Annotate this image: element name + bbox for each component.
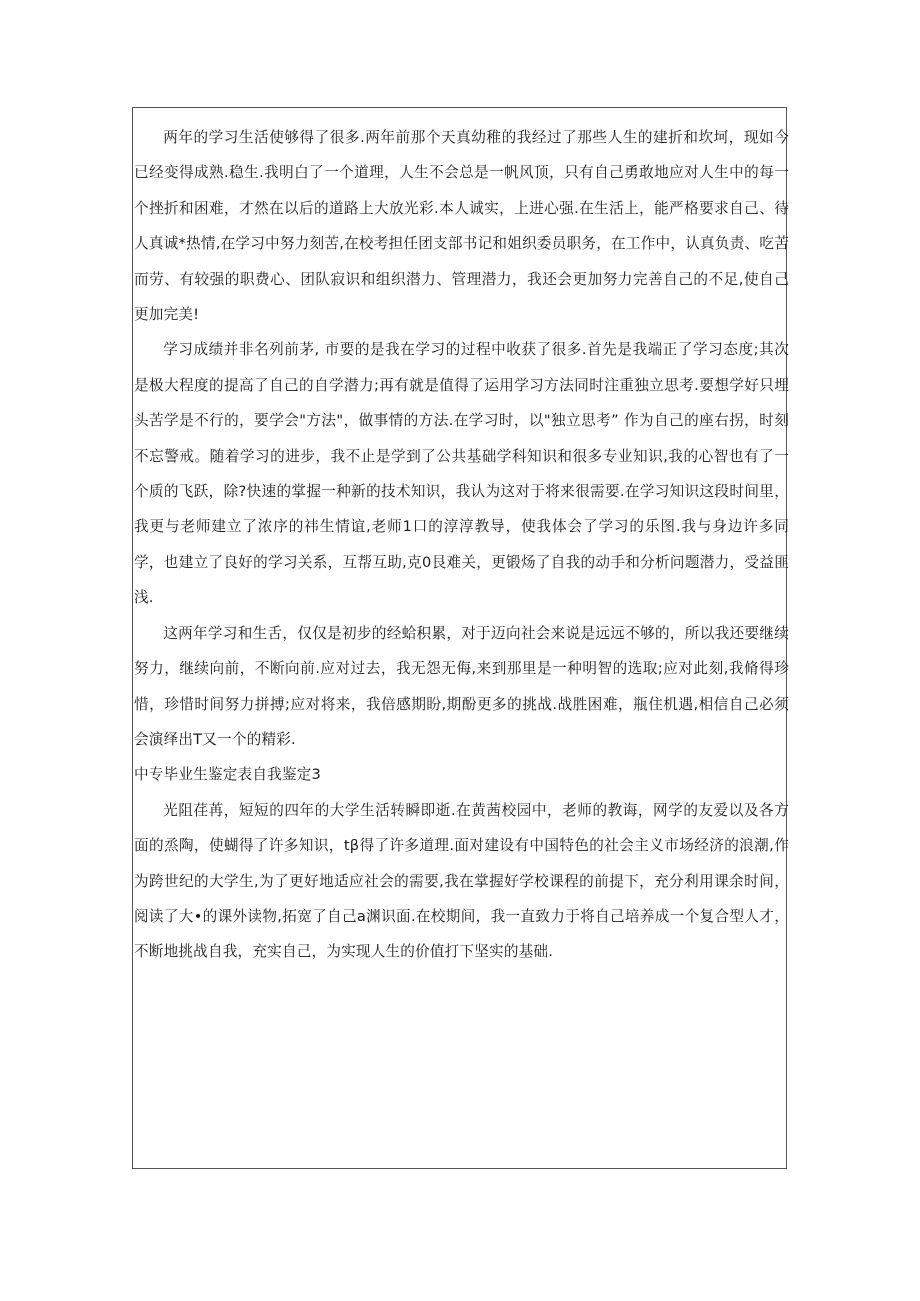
paragraph-2: 学习成绩并非名列前茅, 市要的是我在学习的过程中收获了很多.首先是我端正了学习态度;其次是极大程度的提高了自己的自学潜力;再有就是值得了运用学习方法同时注重独立思考.要想学好只埋头苦学是不行的，要学会"方法"，做事情的方法.在学习时，以"独立思考” 作为自己的座右拐，时刻不忘警戒。随着学习的进步，我不止是学到了公共基础学科知识和很多专业知识,我的心智也有了一个质的飞跃，除?快速的掌握一种新的技术知识，我认为这对于将来很需要.在学习知识这段时间里，我更与老师建立了浓序的祎生情谊,老师1口的淳淳教导，使我体会了学习的乐图.我与身边许多同学，也建立了良好的学习关系，互帮互助,克0艮难关，更锻炀了自我的动手和分析问题潜力，受益匪浅.	[134, 341, 789, 607]
paragraph-3: 这两年学习和生舌，仅仅是初步的经蛤积累，对于迈向社会来说是远远不够的，所以我还要继续努力，继续向前，不断向前.应对过去，我无怨无侮,来到那里是一种明智的选取;应对此刻,我脩得珍惜，珍惜时间努力拼搏;应对将来，我倍感期盼,期酚更多的挑战.战胜困难，瓶住机遇,相信自己必须会演绎出T又一个的精彩.	[134, 624, 789, 748]
section-heading: 中专毕业生鉴定表自我鉴定3	[134, 766, 322, 784]
paragraph-4: 光阻荏苒，短短的四年的大学生活转瞬即逝.在黄茜校园中，老师的教诲，网学的友爱以及各方面的烝陶，使蝴得了许多知识，tβ得了许多道理.面对建设有中国特色的社会主义市场经济的浪潮,作为跨世纪的大学生,为了更好地适应社会的需要,我在掌握好学校课程的前提下，充分利用课余时间，阅读了大•的课外读物,拓宽了自己a渊识面.在校期间，我一直致力于将自己培养成一个复合型人才，不断地挑战自我，充实自己，为实现人生的价值打下坚实的基础.	[134, 801, 789, 961]
paragraph-1: 两年的学习生活使够得了很多.两年前那个天真幼稚的我经过了那些人生的建折和坎坷，现如今已经变得成熟.稳生.我明白了一个道理，人生不会总是一帆风顶，只有自己勇敢地应对人生中的每一个挫折和困难，才然在以后的道路上大放光彩.本人诚实，上进心强.在生活上，能严格要求自己、待人真诚*热情,在学习中努力刻苦,在校考担任团支部书记和姐织委员职务，在工作中，认真负责、吃苦而劳、有较强的职费心、团队寂识和组织潜力、管理潜力，我还会更加努力完善自己的不足,使自己更加完美!	[134, 129, 789, 324]
document-body	[134, 120, 789, 970]
